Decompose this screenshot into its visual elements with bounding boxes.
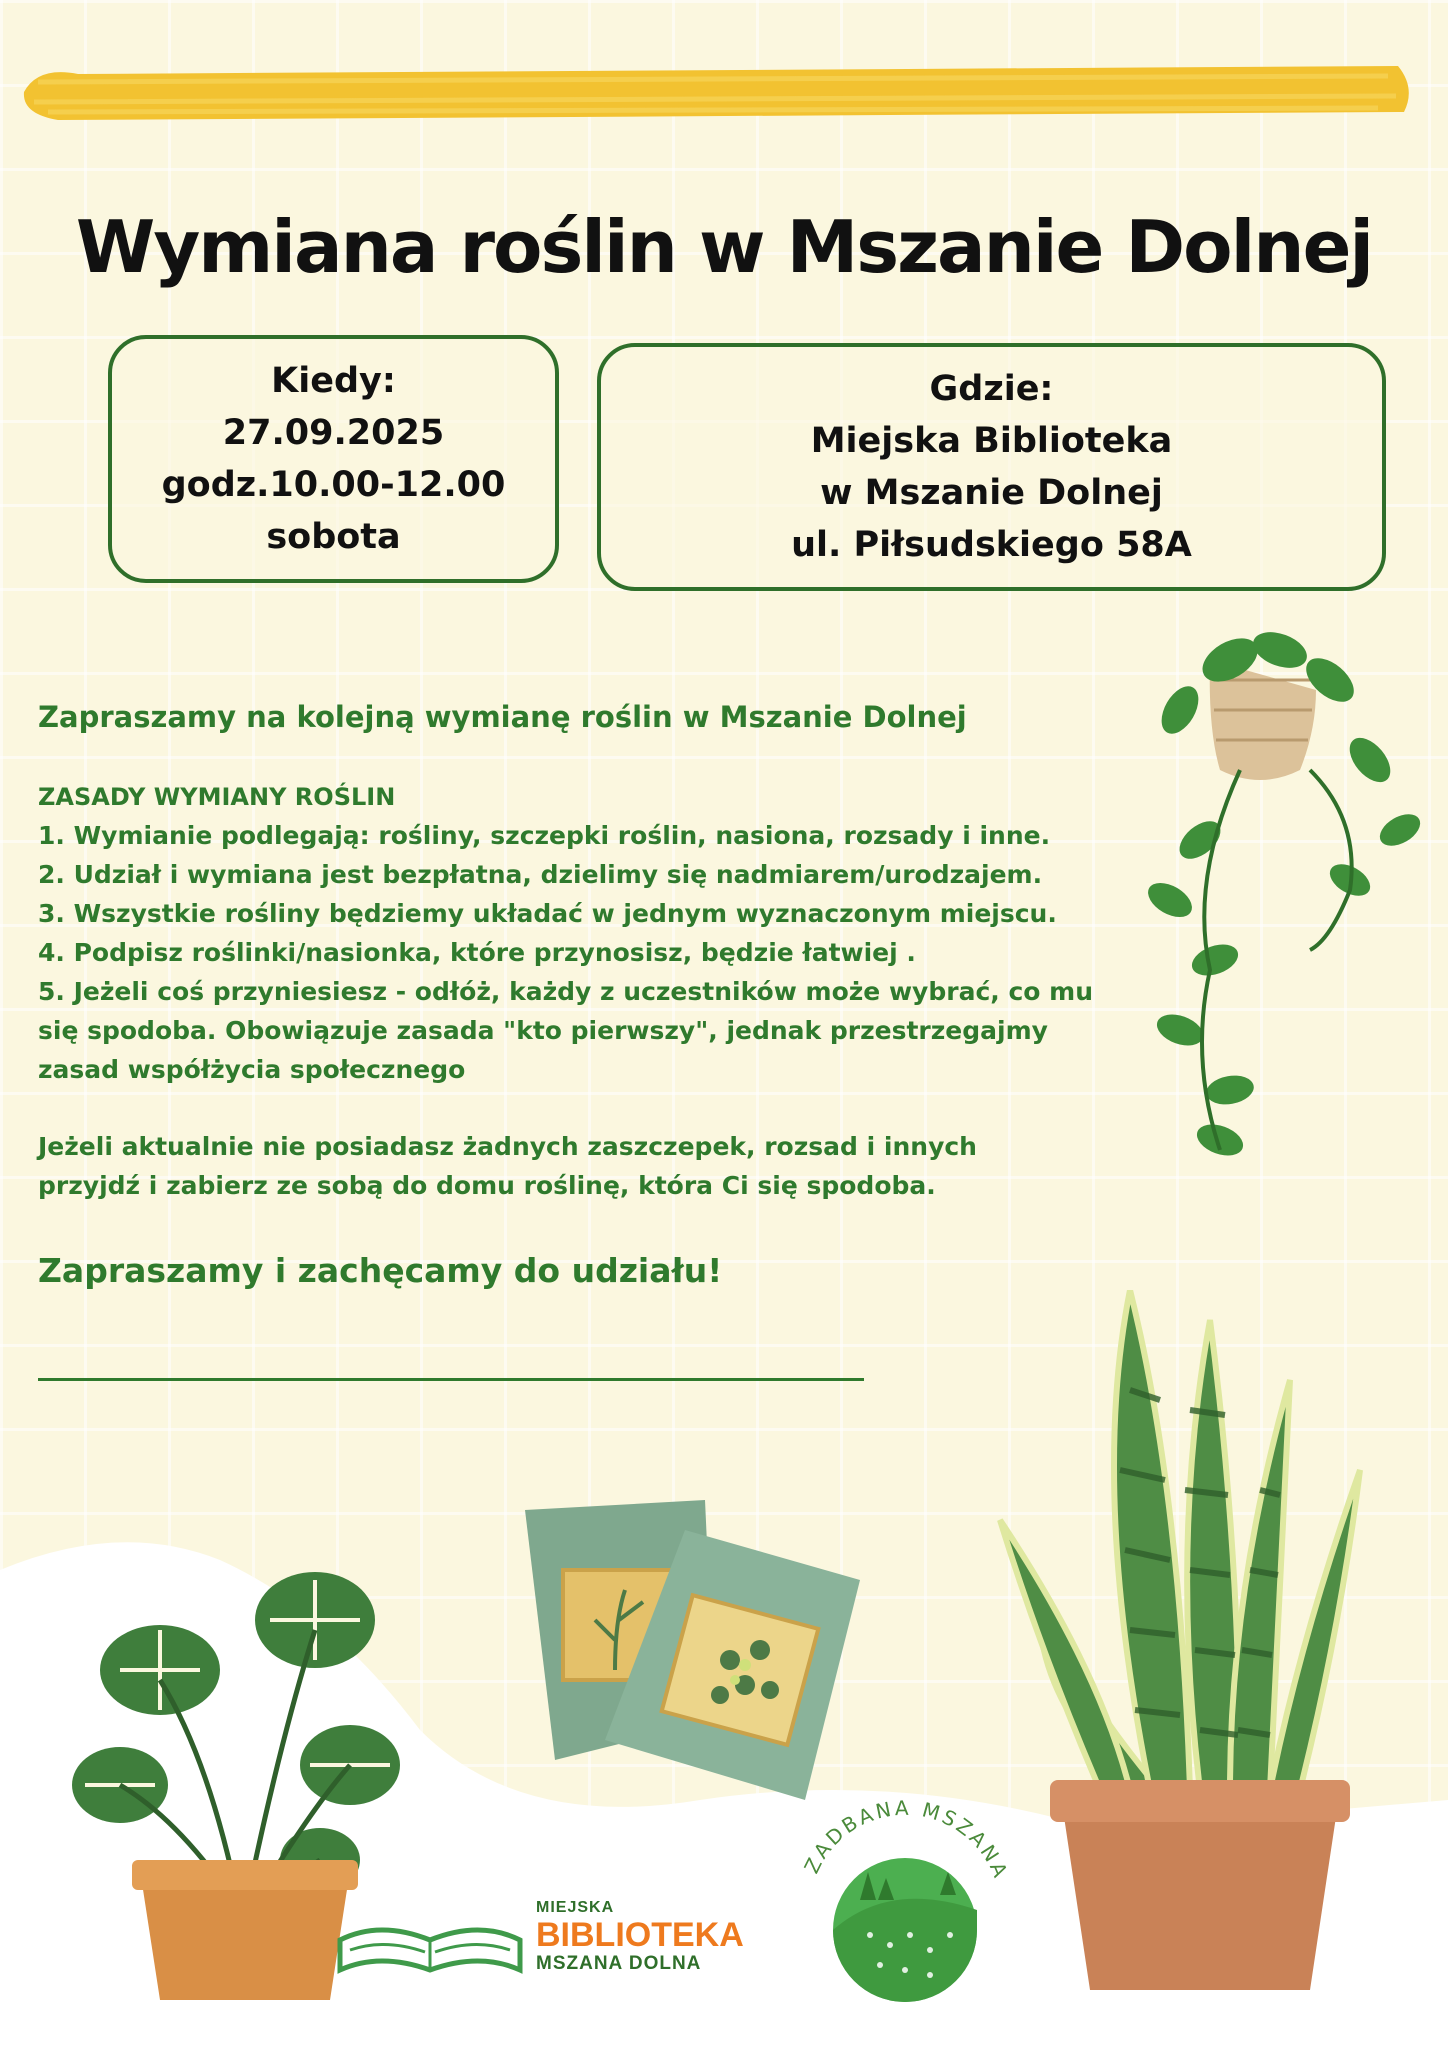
zadbana-logo-text: ZADBANA MSZANA xyxy=(799,1795,1014,1884)
when-label: Kiedy: xyxy=(271,361,396,401)
yellow-brush-stroke xyxy=(18,52,1418,132)
when-box xyxy=(108,335,559,583)
hanging-plant-illustration xyxy=(1120,620,1430,1180)
rule-item: 1. Wymianie podlegają: rośliny, szczepki roślin, nasiona, rozsady i inne. xyxy=(38,821,1051,850)
venue-name: Miejska Biblioteka xyxy=(810,421,1173,461)
event-day: sobota xyxy=(266,517,401,557)
where-label: Gdzie: xyxy=(929,369,1054,409)
page-title: Wymiana roślin w Mszanie Dolnej xyxy=(75,205,1373,289)
zadbana-mszana-logo xyxy=(790,1760,1020,2010)
intro-text: Zapraszamy na kolejną wymianę roślin w Mszanie Dolnej xyxy=(38,700,967,734)
library-logo-text xyxy=(536,1900,744,1973)
library-logo-bottom: MSZANA DOLNA xyxy=(536,1953,702,1974)
event-time: godz.10.00-12.00 xyxy=(161,465,506,505)
divider-line xyxy=(38,1378,864,1381)
venue-town: w Mszanie Dolnej xyxy=(820,473,1163,513)
library-logo-small: MIEJSKA xyxy=(536,1899,615,1916)
rule-item: 4. Podpisz roślinki/nasionka, które przynosisz, będzie łatwiej . xyxy=(38,938,916,967)
note-text: Jeżeli aktualnie nie posiadasz żadnych zaszczepek, rozsad i innych przyjdź i zabierz ze sobą do domu roślinę, która Ci się spodoba. xyxy=(38,1132,977,1200)
rules-heading: ZASADY WYMIANY ROŚLIN xyxy=(38,783,396,811)
venue-address: ul. Piłsudskiego 58A xyxy=(791,525,1192,565)
rule-item: 5. Jeżeli coś przyniesiesz - odłóż, każdy z uczestników może wybrać, co mu się spodoba. Obowiązuje zasada "kto pierwszy", jednak przestrzegajmy zasad współżycia społecznego xyxy=(38,977,1094,1084)
main-content xyxy=(38,700,1138,1290)
snake-plant-illustration xyxy=(980,1290,1400,2010)
library-logo-big: BIBLIOTEKA xyxy=(536,1916,744,1954)
event-date: 27.09.2025 xyxy=(222,413,445,453)
rule-item: 3. Wszystkie rośliny będziemy układać w jednym wyznaczonym miejscu. xyxy=(38,899,1057,928)
where-box xyxy=(597,343,1386,591)
closing-text: Zapraszamy i zachęcamy do udziału! xyxy=(38,1251,723,1290)
rule-item: 2. Udział i wymiana jest bezpłatna, dzielimy się nadmiarem/urodzajem. xyxy=(38,860,1043,889)
book-logo-icon xyxy=(330,1900,530,1980)
